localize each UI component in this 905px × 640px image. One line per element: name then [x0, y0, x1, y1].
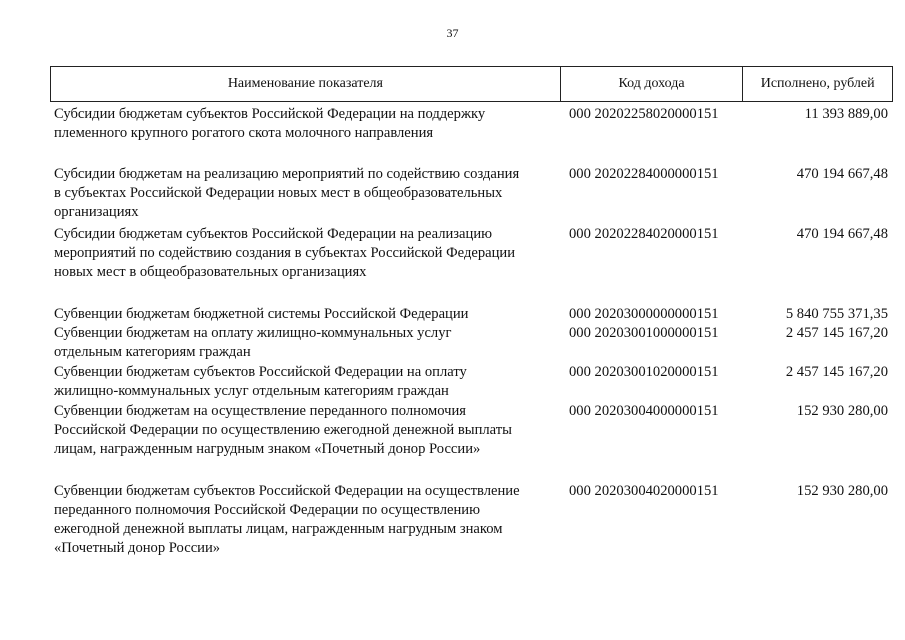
- row-code: 000 20203000000000151: [569, 306, 719, 322]
- row-name-line: Субвенции бюджетам на оплату жилищно-коммунальных услуг: [54, 325, 452, 341]
- row-code: 000 20203004020000151: [569, 483, 719, 499]
- row-name-line: в субъектах Российской Федерации новых мест в общеобразовательных: [54, 185, 503, 201]
- row-name-line: Субвенции бюджетам субъектов Российской Федерации на оплату: [54, 364, 467, 380]
- row-amount: 152 930 280,00: [796, 403, 888, 419]
- row-name-line: ежегодной денежной выплаты лицам, награжденным нагрудным знаком: [54, 521, 503, 537]
- row-code: 000 20203001020000151: [569, 364, 719, 380]
- row-code: 000 20203001000000151: [569, 325, 719, 341]
- row-code: 000 20202284000000151: [569, 166, 719, 182]
- row-name: [54, 165, 559, 222]
- row-name-line: Субвенции бюджетам субъектов Российской Федерации на осуществление: [54, 483, 520, 499]
- row-amount: 5 840 755 371,35: [785, 306, 888, 322]
- row-name-line: Субсидии бюджетам субъектов Российской Федерации на реализацию: [54, 226, 493, 242]
- row-amount: 2 457 145 167,20: [785, 364, 888, 380]
- row-name: [54, 363, 559, 401]
- row-name-line: мероприятий по содействию создания в субъектах Российской Федерации: [54, 245, 516, 261]
- row-code: 000 20203004000000151: [569, 403, 719, 419]
- header-code: Код дохода: [561, 67, 744, 101]
- row-name: [54, 402, 559, 459]
- header-name: Наименование показателя: [51, 67, 561, 101]
- row-name: [54, 482, 559, 558]
- row-name-line: Субсидии бюджетам субъектов Российской Федерации на поддержку: [54, 106, 486, 122]
- row-amount: 11 393 889,00: [804, 106, 888, 122]
- row-name: [54, 105, 559, 143]
- row-name-line: «Почетный донор России»: [54, 540, 221, 556]
- row-name-line: новых мест в общеобразовательных организациях: [54, 264, 367, 280]
- row-name: [54, 225, 559, 282]
- row-name-line: организациях: [54, 204, 139, 220]
- row-amount: 2 457 145 167,20: [785, 325, 888, 341]
- row-name-line: жилищно-коммунальных услуг отдельным категориям граждан: [54, 383, 449, 399]
- row-code: 000 20202284020000151: [569, 226, 719, 242]
- table-header: [50, 66, 893, 102]
- row-amount: 470 194 667,48: [796, 226, 888, 242]
- row-name-line: лицам, награжденным нагрудным знаком «Почетный донор России»: [54, 441, 481, 457]
- row-amount: 470 194 667,48: [796, 166, 888, 182]
- header-amount: Исполнено, рублей: [760, 76, 875, 91]
- row-name-line: переданного полномочия Российской Федерации по осуществлению: [54, 502, 480, 518]
- row-name-line: Субсидии бюджетам на реализацию мероприятий по содействию создания: [54, 166, 520, 182]
- row-amount: 152 930 280,00: [796, 483, 888, 499]
- row-name-line: племенного крупного рогатого скота молочного направления: [54, 125, 434, 141]
- row-name-line: Субвенции бюджетам на осуществление переданного полномочия: [54, 403, 466, 419]
- row-code: 000 20202258020000151: [569, 106, 719, 122]
- row-name-line: Российской Федерации по осуществлению ежегодной денежной выплаты: [54, 422, 512, 438]
- row-name: [54, 305, 559, 324]
- page-number: 37: [446, 26, 459, 40]
- row-name-line: отдельным категориям граждан: [54, 344, 251, 360]
- row-name: [54, 324, 559, 362]
- row-name-line: Субвенции бюджетам бюджетной системы Российской Федерации: [54, 306, 469, 322]
